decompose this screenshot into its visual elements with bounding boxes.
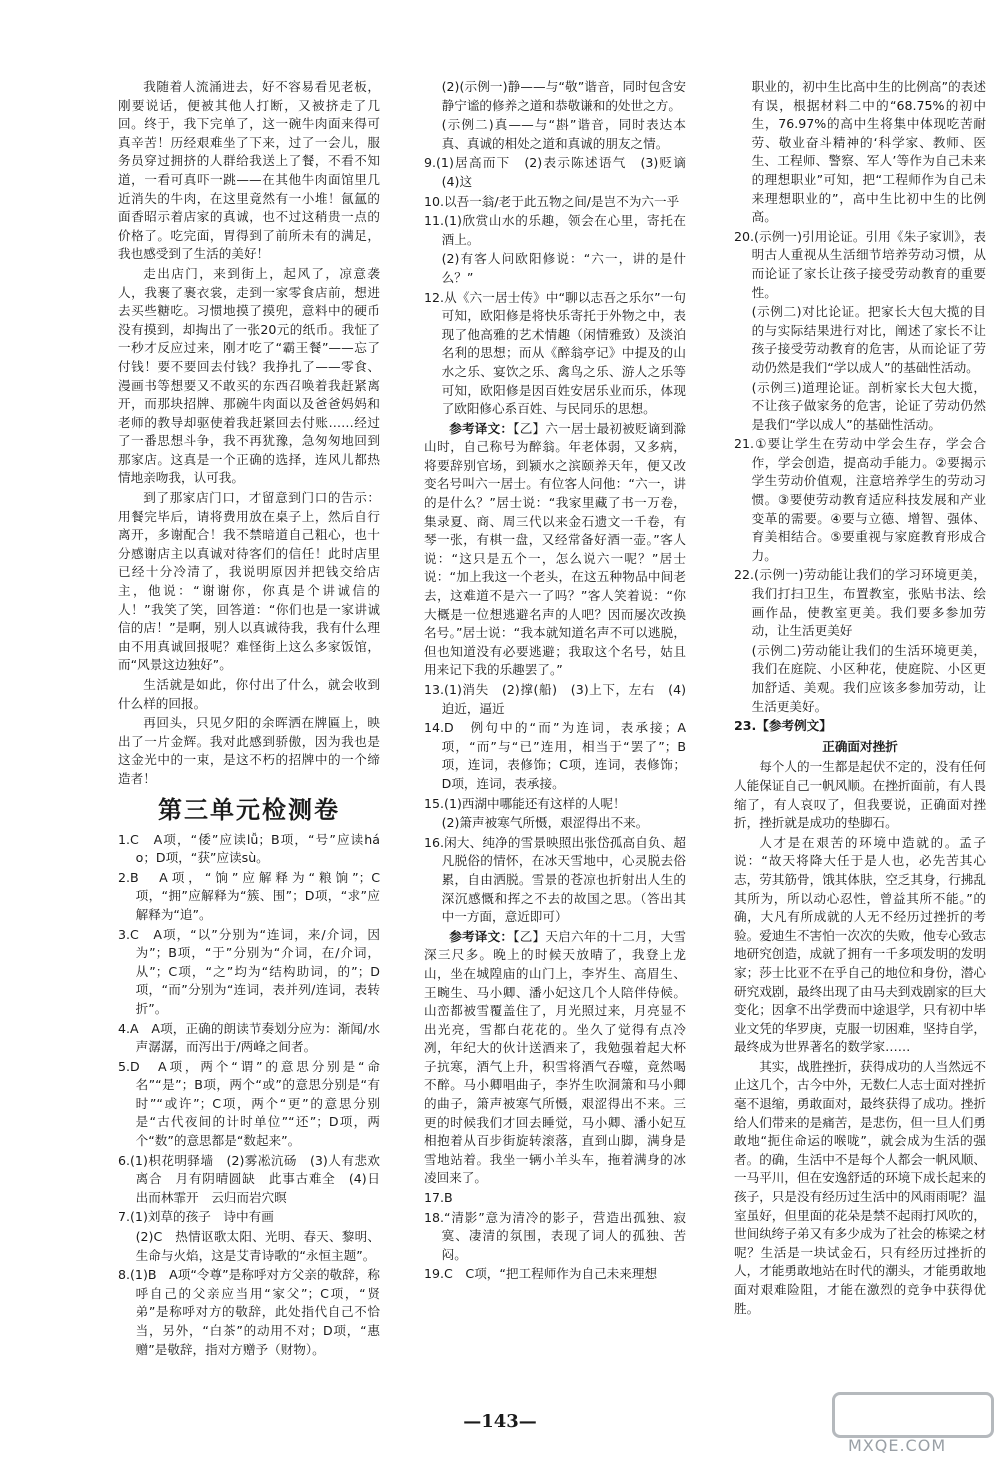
answer-item: 18.“清影”意为清冷的影子，营造出孤独、寂寞、凄清的氛围，表现了词人的孤独、苦闷。: [424, 1209, 686, 1262]
answer-item: 15.(1)西湖中哪能还有这样的人呢！: [424, 795, 626, 811]
middle-column: [424, 78, 699, 1285]
answer-item: 22.(示例一)劳动能让我们的学习环境更美，我们打扫卫生，布置教室，张贴书法、绘画作品，使教室更美。我们要多参加劳动，让生活更美好: [734, 567, 986, 639]
essay-title: 正确面对挫折: [822, 738, 898, 754]
answer-item: 12.从《六一居士传》中“聊以志吾之乐尔”一句可知，欧阳修是将快乐寄托于外物之中，表现了他高雅的艺术情趣（闲情雅致）及淡泊名利的思想；而从《醉翁亭记》中提及的山水之乐、宴饮之乐、禽鸟之乐、游人之乐等可知，欧阳修是因百姓安居乐业而乐，体现了欧阳修心系百姓、与民同乐的思想。: [424, 289, 686, 417]
answer-subitem: (示例二)劳动能让我们的生活环境更美，我们在庭院、小区种花，使庭院、小区更加舒适、美观。我们应该多参加劳动，让生活更美好。: [751, 642, 986, 714]
answer-subitem: (示例二)真——与“斟”谐音，同时表达本真、真诚的相处之道和真诚的朋友之情。: [441, 117, 686, 151]
essay-paragraph: 每个人的一生都是起伏不定的，没有任何人能保证自己一帆风顺。在挫折面前，有人畏缩了，有人哀叹了，但我要说，正确面对挫折，挫折就是成功的垫脚石。: [734, 759, 986, 831]
answer-item: 20.(示例一)引用论证。引用《朱子家训》，表明古人重视从生活细节培养劳动习惯，从而论证了家长让孩子接受劳动教育的重要性。: [734, 228, 986, 300]
answer-item: 7.(1)刘草的孩子 诗中有画: [118, 1209, 274, 1225]
answer-item: 2.B A项，“饷”应解释为“粮饷”；C项，“拥”应解释为“簇、围”；D项，“求”应解释为“追”。: [118, 869, 380, 922]
answer-subitem: (示例二)对比论证。把家长大包大揽的目的与实际结果进行对比，阐述了家长不让孩子接受劳动教育的危害，从而论证了劳动仍然是我们“学以成人”的基础性活动。: [751, 304, 986, 375]
answer-continuation: 职业的，初中生比高中生的比例高”的表述有误，根据材料二中的“68.75%的初中生，76.97%的高中生将集中体现吃苦耐劳、敬业奋斗精神的‘科学家、教师、医生、工程师、警察、军人’等作为自己未来的理想职业”可知，把“工程师作为自己未来理想职业的”，高中生比初中生的比例高。: [751, 79, 986, 225]
right-column: [734, 78, 986, 1319]
reference-label: 参考译文：: [449, 420, 514, 436]
answer-item: 16.闲大、纯净的雪景映照出张岱孤高自负、超凡脱俗的情怀，在冰天雪地中，心灵脱去俗累，自由洒脱。雪景的苍凉也折射出人生的深沉感慨和挥之不去的故国之思。（答出其中一方面，意近即可）: [424, 834, 686, 925]
answer-item: 19.C C项，“把工程师作为自己未来理想: [424, 1266, 658, 1282]
essay-paragraph: 走出店门，来到街上，起风了，凉意袭人，我裹了裹衣裳，走到一家零食店前，想进去买些糖吃。习惯地摸了摸兜，意料中的硬币没有摸到，却掏出了一张20元的纸币。我怔了一秒才反应过来，刚才吃了“霸王餐”——忘了付钱！要不要回去付钱？我挣扎了——零食、漫画书等想要又不敢买的东西召唤着我赶紧离开，而那块招牌、那碗牛肉面以及爸爸妈妈和老师的教导却驱使着我赶紧回去付账……经过了一番思想斗争，我不再犹豫，急匆匆地回到那家店。这真是一个正确的选择，连风儿都热情地亲吻我，认可我。: [118, 265, 380, 486]
answer-item: 4.A A项，正确的朗读节奏划分应为：渐闻/水声潺潺，而泻出于/两峰之间者。: [118, 1020, 380, 1055]
answer-subitem: (2)(示例一)静——与“敬”谐音，同时包含安静宁谧的修养之道和恭敬谦和的处世之方。: [441, 79, 686, 113]
section-title: 第三单元检测卷: [158, 794, 340, 824]
answer-item: 11.(1)欣赏山水的乐趣，领会在心里，寄托在酒上。: [424, 213, 686, 247]
answer-subitem: (2)箫声被寒气所慑，艰涩得出不来。: [441, 815, 649, 831]
answer-item: 21.①要让学生在劳动中学会生存，学会合作，学会创造，提高动手能力。②要揭示学生劳动价值观，注意培养学生的劳动习惯。③要使劳动教育适应科技发展和产业变革的需要。④要与立德、增智、强体、育美相结合。⑤要重视与家庭教育形成合力。: [734, 436, 986, 563]
answer-item: 8.(1)B A项“令尊”是称呼对方父亲的敬辞，称呼自己的父亲应当用“家父”；C项，“贤弟”是称呼对方的敬辞，此处指代自己不恰当，另外，“白茶”的动用不对；D项，“惠赠”是敬辞，指对方赠予（财物）。: [118, 1267, 380, 1357]
essay-paragraph: 到了那家店门口，才留意到门口的告示：用餐完毕后，请将费用放在桌子上，然后自行离开，多谢配合！我不禁暗道自己粗心，也十分感谢店主以真诚对待客们的信任！此时店里已经十分冷清了，我说明原因并把钱交给店主，他说：“谢谢你，你真是个讲诚信的人！”我笑了笑，回答道：“你们也是一家讲诚信的店！”是啊，别人以真诚待我，我有什么理由不用真诚回报呢？难怪街上这么多家饭馆，而“风景这边独好”。: [118, 490, 380, 673]
answer-item: 3.C A项，“以”分别为“连词，来/介词，因为”；B项，“于”分别为“介词，在/介词，从”；C项，“之”均为“结构助词，的”；D项，“而”分别为“连词，表并列/连词，表转折”。: [118, 926, 380, 1016]
essay-paragraph: 我随着人流涌进去，好不容易看见老板，刚要说话，便被其他人打断，又被挤走了几回。终于，我下完单了，这一碗牛肉面来得可真辛苦！历经艰难坐了下来，过了一会儿，服务员穿过拥挤的人群给我送上了餐，不看不知道，一看可真吓一跳——在其他牛肉面馆里几近消失的牛肉，在这里竟然有一小堆！氤氲的面香昭示着店家的真诚，也不过这稍贵一点的价格了。吃完面，胃得到了前所未有的满足，我也感受到了生活的美好！: [118, 79, 380, 262]
essay-paragraph: 其实，战胜挫折，获得成功的人当然远不止这几个，古今中外，无数仁人志士面对挫折毫不退缩，勇敢面对，最终获得了成功。挫折给人们带来的是痛苦，是悲伤，但一旦人们勇敢地“扼住命运的喉咙”，就会成为生活的强者。的确，生活中不是每个人都会一帆风顺、一马平川，但在安逸舒适的环境下成长起来的孩子，只是没有经历过生活中的风雨雨呢？温室虽好，但里面的花朵是禁不起雨打风吹的，世间纨绔子弟又有多少成为了社会的栋梁之材呢？生活是一块试金石，只有经历过挫折的人，才能勇敢地站在时代的潮头，才能勇敢地面对艰难险阻，才能在激烈的竞争中获得优胜。: [734, 1058, 986, 1316]
reference-label: 参考译文：: [449, 928, 514, 944]
answer-subitem: (示例三)道理论证。剖析家长大包大揽，不让孩子做家务的危害，论证了劳动仍然是我们“学以成人”的基础性活动。: [751, 379, 986, 432]
reference-translation: [424, 928, 686, 1188]
page-number: —143—: [463, 1411, 537, 1432]
watermark-text: MXQE.COM: [848, 1436, 947, 1455]
watermark-logo: [832, 1392, 994, 1438]
answer-item: 9.(1)居高而下 (2)表示陈述语气 (3)贬谪 (4)这: [424, 155, 699, 189]
answer-item: 10.以吾一翁/老于此五物之间/是岂不为六一乎: [424, 193, 680, 209]
reference-text: 【乙】六一居士最初被贬谪到滁山时，自己称号为醉翁。年老体弱，又多病，将要辞别官场，到颍水之滨颐养天年，便又改变名号叫六一居士。有位客人问他：“六一，讲的是什么？”居士说：“我家里藏了书一万卷，集录夏、商、周三代以来金石遗文一千卷，有琴一张，有棋一盘，又经常备好酒一壶。”客人说：“这只是五个一，怎么说六一呢？”居士说：“加上我这一个老头，在这五种物品中间老去，这难道不是六一了吗？”客人笑着说：“你大概是一位想逃避名声的人吧？因而屡次改换名号。”居士说：“我本就知道名声不可以逃脱，但也知道没有必要逃避；我取这个名号，姑且用来记下我的乐趣罢了。”: [424, 420, 687, 678]
essay-paragraph: 人才是在艰苦的环境中造就的。孟子说：“故天将降大任于是人也，必先苦其心志，劳其筋骨，饿其体肤，空乏其身，行拂乱其所为，所以动心忍性，曾益其所不能。”的确，大凡有所成就的人无不经历过挫折的考验。爱迪生不害怕一次次的失败，他专心致志地研究创造，成就了拥有一千多项发明的发明家；莎士比亚不在乎自己的地位和身份，潜心研究戏剧，最终出现了由马夫到戏剧家的巨大变化；因拿不出学费而中途退学，只有初中毕业文凭的华罗庚，克服一切困难，坚持自学，最终成为世界著名的数学家……: [734, 834, 986, 1055]
answer-item: 13.(1)消失 (2)撑(船) (3)上下，左右 (4)迫近，逼近: [424, 682, 686, 716]
essay-paragraph: 再回头，只见夕阳的余晖洒在牌匾上，映出了一片金辉。我对此感到骄傲，因为我也是这金光中的一束，是这不朽的招牌中的一个缔造者！: [118, 715, 380, 786]
answer-item: 14.D 例句中的“而”为连词，表承接；A项，“而”与“已”连用，相当于“罢了”；B项，连词，表修饰；C项，连词，表修饰；D项，连词，表承接。: [424, 720, 686, 791]
left-column: [118, 78, 380, 1360]
essay-paragraph: 生活就是如此，你付出了什么，就会收到什么样的回报。: [118, 677, 380, 711]
sample-essay-label: 23.【参考例文】: [734, 718, 832, 734]
answer-subitem: (2)有客人问欧阳修说：“六一，讲的是什么？”: [441, 251, 686, 285]
answer-subitem: (2)C 热情讴歌太阳、光明、春天、黎明、生命与火焰，这是艾青诗歌的“永恒主题”。: [135, 1229, 380, 1263]
answer-item: 6.(1)枳花明驿墙 (2)雾凇沆砀 (3)人有悲欢离合 月有阴晴圆缺 此事古难全 (4)日出而林霏开 云归而岩穴暝: [118, 1152, 380, 1205]
answer-item: 1.C A项，“倭”应读lǚ；B项，“号”应读háo；D项，“获”应读sù。: [118, 831, 380, 866]
answer-item: 5.D A项，两个“谓”的意思分别是“命名”“是”；B项，两个“或”的意思分别是“有时”“或许”；C项，两个“更”的意思分别是“古代夜间的计时单位”“还”；D项，两个“数”的意思都是“数起来”。: [118, 1058, 380, 1149]
answer-item: 17.B: [424, 1190, 453, 1206]
reference-translation: [424, 420, 686, 680]
reference-text: 【乙】天启六年的十二月，大雪深三尺多。晚上的时候天放晴了，我登上龙山，坐在城隍庙的山门上，李岕生、高眉生、王畹生、马小卿、潘小妃这几个人陪伴侍候。山峦都被雪覆盖住了，月光照过来，月亮显不出光亮，雪都白花花的。坐久了觉得有点冷冽，年纪大的伙计送酒来了，我勉强着起大杯子抗寒，酒气上升，积雪将酒气吞噬，竟然喝不醉。马小卿唱曲子，李岕生吹洞箫和马小卿的曲子，箫声被寒气所慑，艰涩得出不来。三更的时候我们才回去睡觉，马小卿、潘小妃互相抱着从百步街旋转滚落，直到山脚，满身是雪地站着。我坐一辆小羊头车，拖着满身的冰凌回来了。: [424, 928, 687, 1186]
